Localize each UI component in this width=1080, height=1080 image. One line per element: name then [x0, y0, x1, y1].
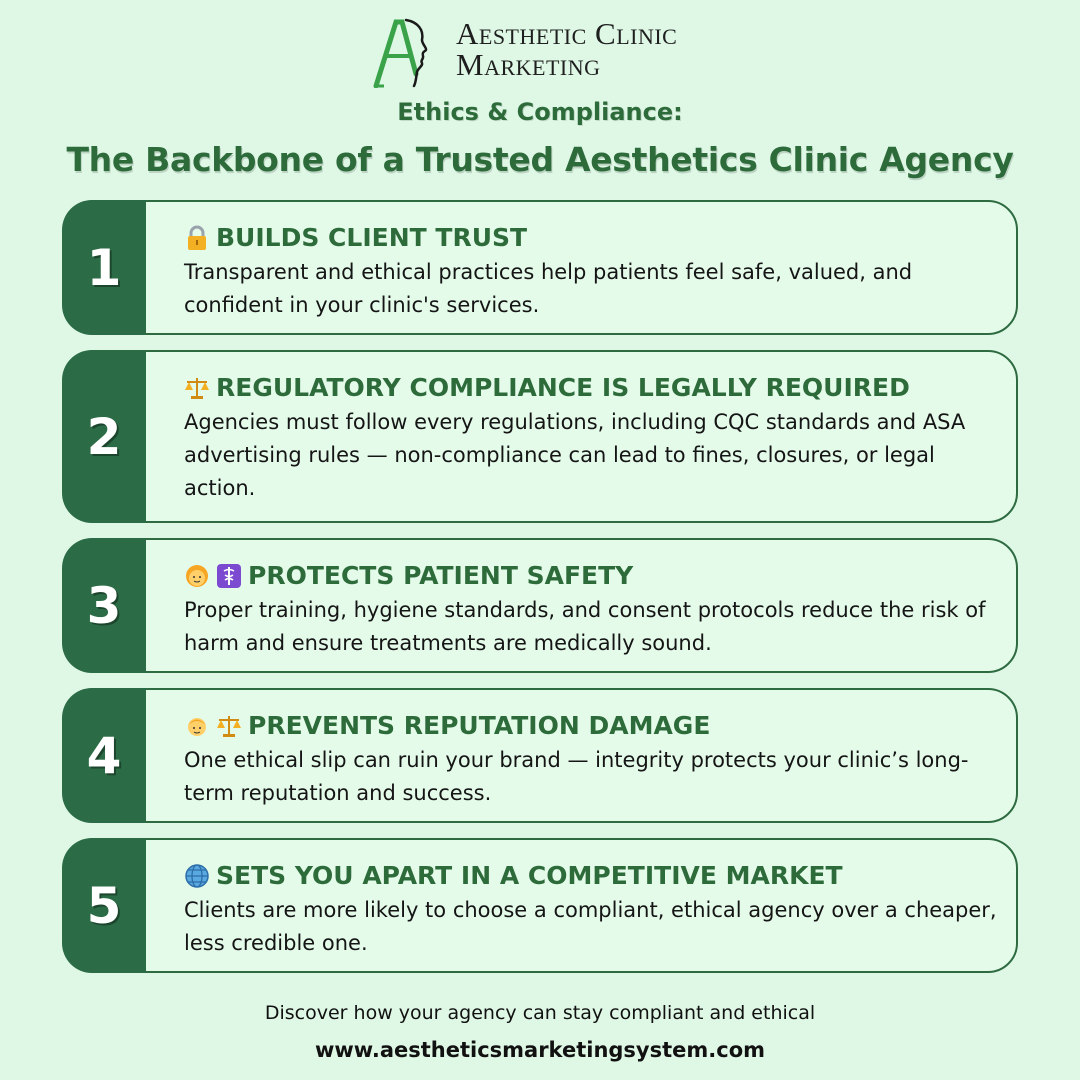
point-card-2 — [62, 350, 1018, 523]
card-text: Clients are more likely to choose a compliant, ethical agency over a cheaper, less credible one. — [184, 898, 997, 955]
balance-scale-icon — [216, 713, 242, 739]
card-number: 3 — [62, 538, 146, 673]
brand-logo — [372, 16, 732, 88]
point-card-5 — [62, 838, 1018, 973]
card-number: 5 — [62, 838, 146, 973]
brand-name-line2: Marketing — [456, 47, 601, 82]
point-card-1 — [62, 200, 1018, 335]
lock-icon — [184, 225, 210, 251]
brand-name — [456, 18, 677, 80]
brand-name-line1: Aesthetic Clinic — [456, 16, 678, 51]
card-heading: BUILDS CLIENT TRUST — [216, 223, 528, 252]
card-text: Proper training, hygiene standards, and consent protocols reduce the risk of harm and ensure treatments are medically sound. — [184, 598, 986, 655]
card-heading-row — [184, 860, 1000, 892]
card-heading: SETS YOU APART IN A COMPETITIVE MARKET — [216, 861, 843, 890]
card-number: 4 — [62, 688, 146, 823]
card-heading-row — [184, 560, 1000, 592]
footer-website-link[interactable]: www.aestheticsmarketingsystem.com — [314, 1038, 766, 1062]
card-body — [184, 710, 1000, 810]
card-body — [184, 222, 1000, 322]
card-number: 1 — [62, 200, 146, 335]
card-heading: PROTECTS PATIENT SAFETY — [248, 561, 634, 590]
card-heading: PREVENTS REPUTATION DAMAGE — [248, 711, 711, 740]
medical-symbol-icon — [216, 563, 242, 589]
globe-icon — [184, 863, 210, 889]
card-body — [184, 860, 1000, 960]
page-title: The Backbone of a Trusted Aesthetics Clinic Agency — [66, 140, 1014, 179]
letter-a-face-profile-icon — [372, 16, 442, 88]
card-heading-row — [184, 222, 1000, 254]
judge-icon — [184, 713, 210, 739]
card-text: Agencies must follow every regulations, including CQC standards and ASA advertising rules — non-compliance can lead to fines, closures, or legal action. — [184, 410, 966, 500]
card-text: One ethical slip can ruin your brand — integrity protects your clinic’s long-term reputation and success. — [184, 748, 969, 805]
card-number: 2 — [62, 350, 146, 523]
point-card-4 — [62, 688, 1018, 823]
page-subtitle: Ethics & Compliance: — [397, 98, 683, 126]
point-card-3 — [62, 538, 1018, 673]
balance-scale-icon — [184, 375, 210, 401]
card-body — [184, 372, 1000, 505]
card-heading-row — [184, 710, 1000, 742]
card-heading: REGULATORY COMPLIANCE IS LEGALLY REQUIRED — [216, 373, 910, 402]
card-body — [184, 560, 1000, 660]
health-worker-icon — [184, 563, 210, 589]
card-text: Transparent and ethical practices help patients feel safe, valued, and confident in your clinic's services. — [184, 260, 913, 317]
card-heading-row — [184, 372, 1000, 404]
footer-cta-text: Discover how your agency can stay compliant and ethical — [264, 1002, 816, 1024]
